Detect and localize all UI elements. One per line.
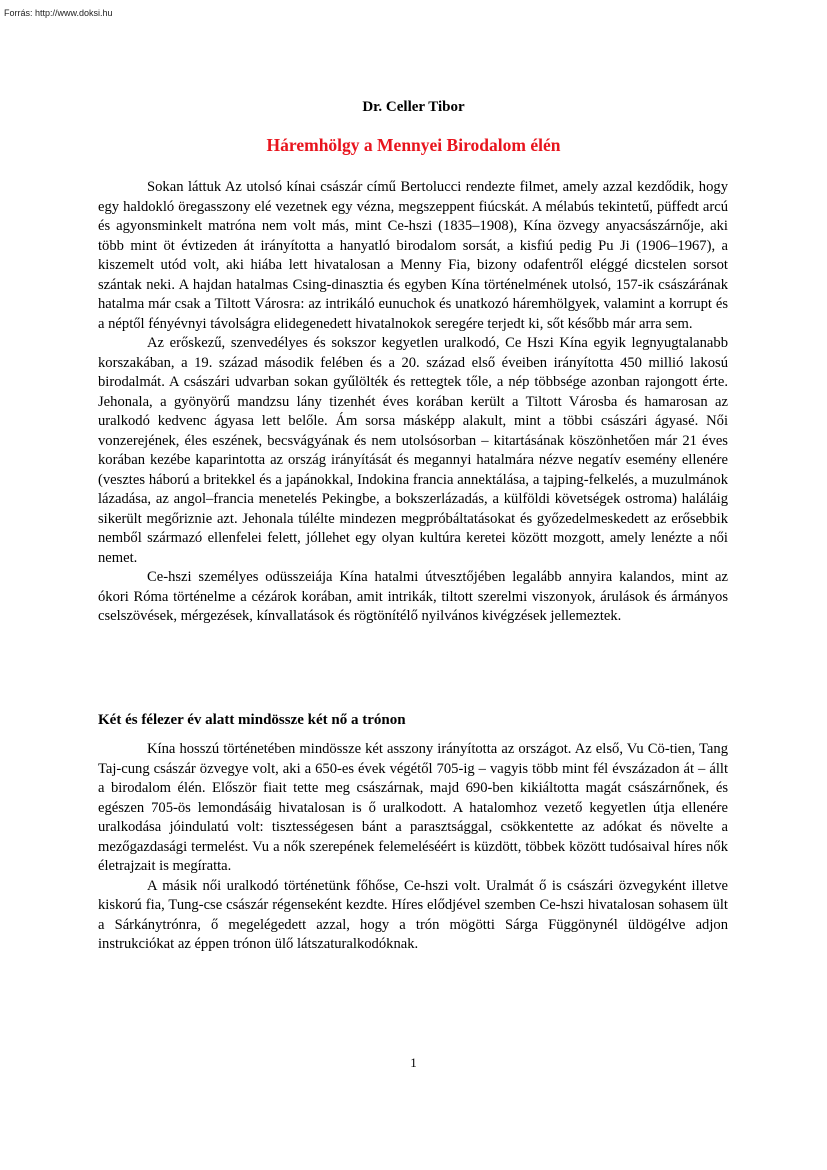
paragraph: Az erőskezű, szenvedélyes és sokszor kegyetlen uralkodó, Ce Hszi Kína egyik legnyugtalanabb korszakában, a 19. század második felében és a 20. század első éveiben irányította 450 millió lakosú birodalmát. A császári udvarban sokan gyűlölték és rettegtek tőle, a nép többsége azonban rajongott érte. Jehonala, a gyönyörű mandzsu lány tizenhét éves korában került a Tiltott Városba és hamarosan az uralkodó kedvenc ágyasa lett belőle. Ám sorsa másképp alakult, mint a többi császári ágyasé. Női vonzerejének, éles eszének, becsvágyának és nem utolsósorban – kitartásának köszönhetően már 21 éves korában kezébe kaparintotta az ország irányítását és megannyi hatalmára nézve negatív esemény ellenére (vesztes háború a britekkel és a japánokkal, Indokina francia annektálása, a tajping-felkelés, a muzulmánok lázadása, az angol–francia menetelés Pekingbe, a bokszerlázadás, a külföldi követségek ostroma) haláláig sikerült megőriznie azt. Jehonala túlélte mindezen megpróbáltatásokat és győzedelmeskedett az erősebbik nemből származó ellenfelei felett, jóllehet egy olyan kultúra keretei között mozgott, amely lenézte a női nemet. — [98, 335, 728, 566]
paragraph: Sokan láttuk Az utolsó kínai császár című Bertolucci rendezte filmet, amely azzal kezdődik, hogy egy haldokló öregasszony elé vezetnek egy vézna, megszeppent fiúcskát. A mélabús tekintetű, püffedt arcú és agyonsminkelt matróna nem volt más, mint Ce-hszi (1835–1908), Kína özvegy anyacsászárnője, aki több mint öt évtizeden át irányította a hanyatló birodalom sorsát, a kisfiú pedig Pu Ji (1906–1967), a kiszemelt utód volt, aki hiába lett hivatalosan a Menny Fia, bizony odafentről eléggé dicstelen sorsot szántak neki. A hajdan hatalmas Csing-dinasztia és egyben Kína történelmének utolsó, 157-ik császárának hatalma már csak a Tiltott Városra: az intrikáló eunuchok és unatkozó háremhölgyek, valamint a korrupt és a néptől fényévnyi távolságra elidegenedett hivatalnokok seregére terjedt ki, sőt később már arra sem. — [98, 179, 728, 332]
paragraph: A másik női uralkodó történetünk főhőse, Ce-hszi volt. Uralmát ő is császári özvegyként illetve kiskorú fia, Tung-cse császár régenseként kezdte. Híres elődjével szemben Ce-hszi hivatalosan sohasem ült a Sárkánytrónra, ő megelégedett azzal, hogy a trón mögötti Sárga Függönynél üldögélve adjon instrukciókat az éppen trónon ülő látszaturalkodóknak. — [98, 877, 728, 952]
section-two-women — [98, 740, 728, 955]
page-number: 1 — [410, 1055, 417, 1070]
author-name: Dr. Celler Tibor — [362, 99, 465, 115]
paragraph: Kína hosszú történetében mindössze két asszony irányította az országot. Az első, Vu Cö-tien, Tang Taj-cung császár özvegye volt, aki a 650-es évek végétől 705-ig – vagyis több mint fél évszázadon át – állt a birodalom élén. Először fiait tette meg császárnak, majd 690-ben kikiáltotta magát császárnőnek, és egészen 705-ös lemondásáig hivatalosan is ő uralkodott. A hatalomhoz vezető kegyetlen útja ellenére uralkodása jóindulatú volt: tisztességesen bánt a parasztsággal, csökkentette az adókat és növelte a mezőgazdasági termelést. Vu a nők szerepének felemeléséért is küzdött, többek között tudósaival híres nők életrajzait is megíratta. — [98, 741, 728, 874]
document-title: Háremhölgy a Mennyei Birodalom élén — [266, 135, 561, 155]
section-heading: Két és félezer év alatt mindössze két nő a trónon — [98, 712, 406, 728]
section-intro — [98, 178, 728, 627]
paragraph: Ce-hszi személyes odüsszeiája Kína hatalmi útvesztőjében legalább annyira kalandos, mint az ókori Róma történelme a cézárok korában, amit intrikák, tiltott szerelmi viszonyok, árulások és ármányos cselszövések, mérgezések, kínvallatások és rögtönítélő nyilvános kivégzések jellemeztek. — [98, 569, 728, 624]
source-label: Forrás: http://www.doksi.hu — [4, 8, 113, 18]
